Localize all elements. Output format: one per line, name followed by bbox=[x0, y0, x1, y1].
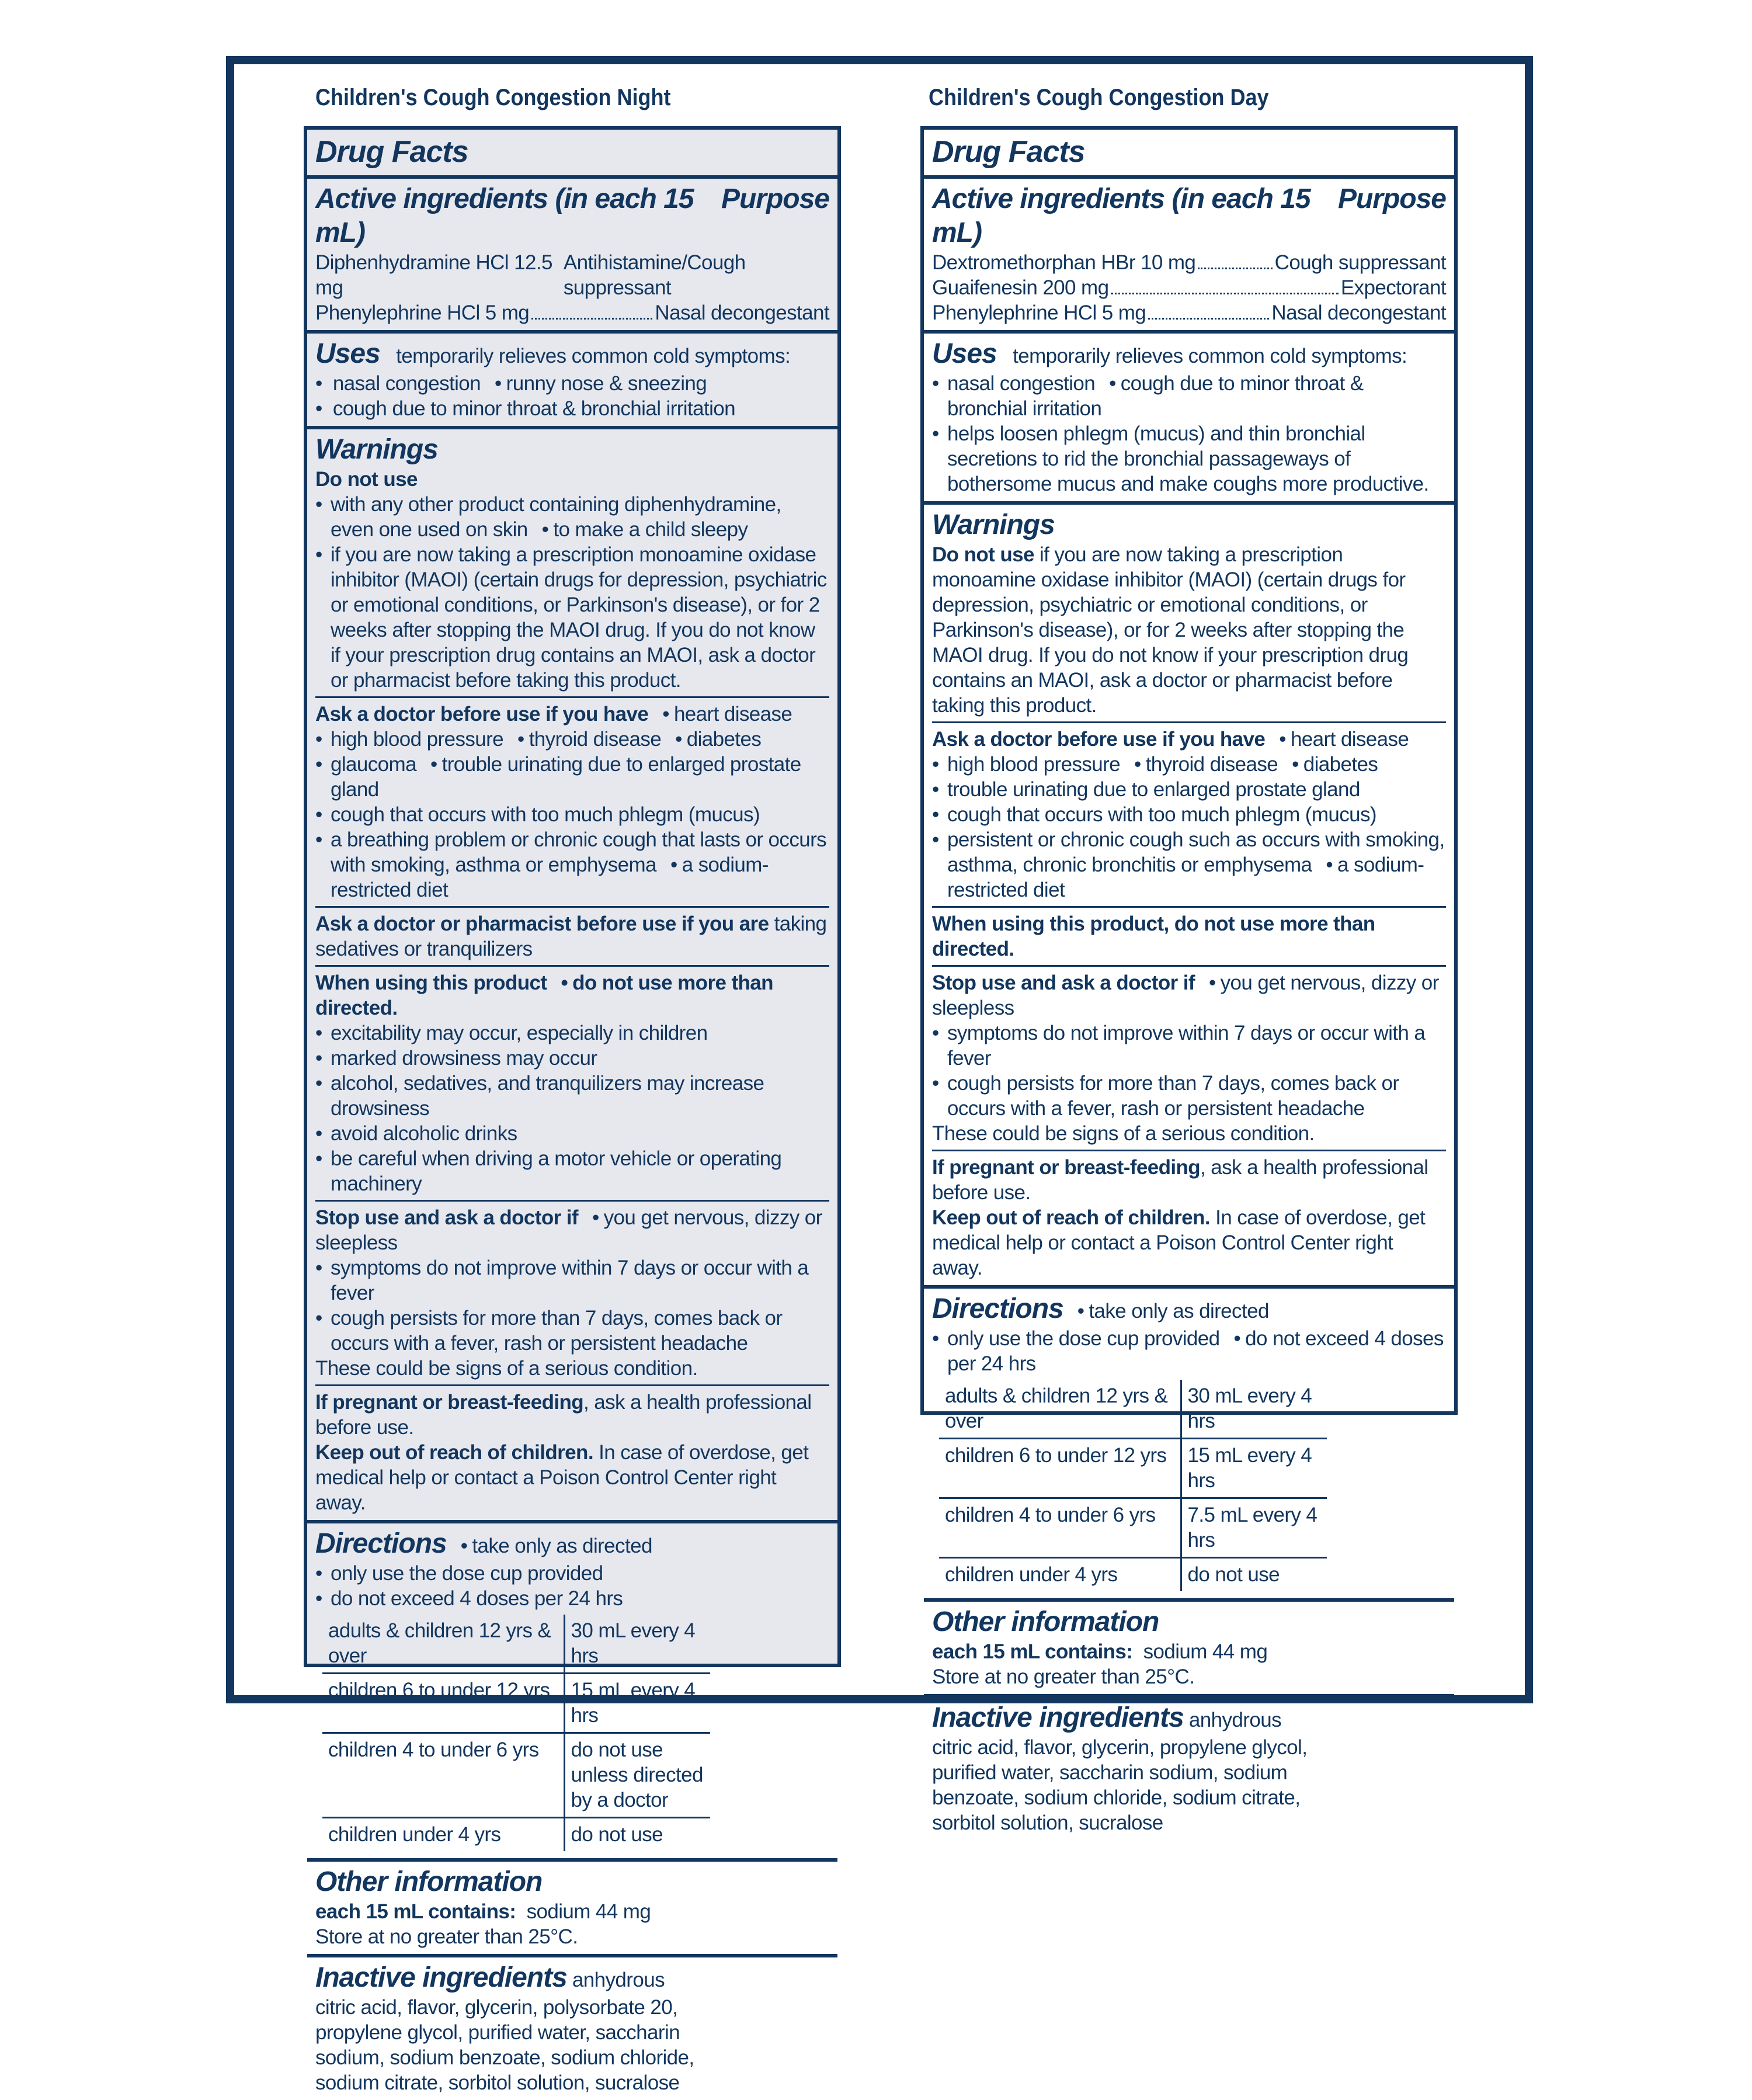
night-uses bbox=[307, 330, 837, 426]
ingredient-purpose: Nasal decongestant bbox=[655, 301, 829, 324]
day-other-information: Other information each 15 mL contains: sodium 44 mg Store at no greater than 25°C. bbox=[924, 1598, 1454, 1694]
purpose-heading: Purpose bbox=[1337, 183, 1446, 214]
uses-heading: Uses bbox=[932, 338, 997, 369]
day-uses: Uses temporarily relieves common cold symptoms: • nasal congestion • cough due to minor throat & bronchial irritation • helps loosen phlegm (mucus) and thin bronchial secretions to rid the bronchial passageways of bothersome mucus and make coughs more productive. bbox=[924, 330, 1454, 501]
night-warnings bbox=[307, 426, 837, 1520]
warning-item: • if you are now taking a prescription monoamine oxidase inhibitor (MAOI) (certain drugs for depression, psychiatric or emotional conditions, or Parkinson's disease), or for 2 weeks after stopping the MAOI drug. If you do not know if your prescription drug contains an MAOI, ask a doctor or pharmacist before taking this product. bbox=[315, 543, 827, 692]
ingredient-row: Phenylephrine HCl 5 mg Nasal decongestant bbox=[932, 301, 1446, 324]
table-row: children under 4 yrs do not use bbox=[322, 1818, 710, 1852]
when-using-section: When using this product • do not use more than directed. • excitability may occur, especially in children • marked drowsiness may occur • alcohol, sedatives, and tranquilizers may increase drowsiness • avoid alcoholic drinks • be careful when driving a motor vehicle or operating machinery bbox=[315, 965, 829, 1196]
ingredient-purpose: Antihistamine/Cough suppressant bbox=[563, 251, 746, 299]
directions-heading: Directions bbox=[932, 1293, 1063, 1324]
inactive-heading: Inactive ingredients bbox=[315, 1962, 567, 1993]
use-item: cough due to minor throat & bronchial irritation bbox=[332, 397, 735, 420]
night-product-title: Children's Cough Congestion Night bbox=[315, 85, 671, 110]
table-row: children 4 to under 6 yrs 7.5 mL every 4 hrs bbox=[939, 1498, 1327, 1558]
use-item: runny nose & sneezing bbox=[506, 372, 707, 395]
ask-pharmacist-section: Ask a doctor or pharmacist before use if you are taking sedatives or tranquilizers bbox=[315, 906, 829, 962]
table-row: children 6 to under 12 yrs 15 mL every 4 hrs bbox=[939, 1439, 1327, 1498]
purpose-heading: Purpose bbox=[721, 183, 829, 214]
stop-use-section: Stop use and ask a doctor if • you get nervous, dizzy or sleepless • symptoms do not improve within 7 days or occur with a fever • cough persists for more than 7 days, comes back or occurs with a fever, rash or persistent headache These could be signs of a serious condition. bbox=[932, 965, 1446, 1146]
day-drug-facts-header bbox=[924, 130, 1454, 175]
night-drug-facts-header bbox=[307, 130, 837, 175]
ingredient-row: Guaifenesin 200 mg Expectorant bbox=[932, 276, 1446, 299]
day-drug-facts-panel bbox=[920, 126, 1458, 1834]
table-row: adults & children 12 yrs & over 30 mL every 4 hrs bbox=[939, 1380, 1327, 1439]
ingredient-row bbox=[315, 300, 829, 325]
ask-doctor-section: Ask a doctor before use if you have • heart disease • high blood pressure • thyroid disease • diabetes • trouble urinating due to enlarged prostate gland • cough that occurs with too much phlegm (mucus) • persistent or chronic cough such as occurs with smoking, asthma, chronic bronchitis or emphysema • a sodium-restricted diet bbox=[932, 721, 1446, 903]
night-active-ingredients bbox=[307, 175, 837, 330]
day-inactive-ingredients: Inactive ingredients anhydrous citric acid, flavor, glycerin, propylene glycol, purified water, saccharin sodium, sodium benzoate, sodium chloride, sodium citrate, sorbitol solution, sucralose bbox=[924, 1694, 1454, 1840]
ingredient-name: Phenylephrine HCl 5 mg bbox=[315, 301, 530, 324]
when-using-section: When using this product, do not use more than directed. bbox=[932, 906, 1446, 962]
warnings-heading: Warnings bbox=[932, 509, 1055, 540]
uses-intro: temporarily relieves common cold symptoms: bbox=[396, 345, 791, 367]
dosage-table bbox=[322, 1615, 710, 1851]
table-row: adults & children 12 yrs & over 30 mL every 4 hrs bbox=[322, 1615, 710, 1674]
table-row: children 4 to under 6 yrs do not use unless directed by a doctor bbox=[322, 1733, 710, 1818]
day-active-ingredients bbox=[924, 175, 1454, 330]
ingredient-row: Dextromethorphan HBr 10 mg Cough suppressant bbox=[932, 251, 1446, 274]
active-heading: Active ingredients (in each 15 mL) bbox=[932, 183, 1310, 248]
ingredient-row bbox=[315, 250, 829, 300]
day-product-title: Children's Cough Congestion Day bbox=[929, 85, 1269, 110]
dosage-table bbox=[939, 1380, 1327, 1591]
uses-heading: Uses bbox=[315, 338, 380, 369]
pregnancy-keep-out-section: If pregnant or breast-feeding, ask a health professional before use. Keep out of reach of children. In case of overdose, get medical help or contact a Poison Control Center right away. bbox=[932, 1150, 1446, 1280]
night-drug-facts-panel bbox=[304, 126, 841, 2094]
table-row: children under 4 yrs do not use bbox=[939, 1558, 1327, 1592]
pregnancy-keep-out-section: If pregnant or breast-feeding, ask a health professional before use. Keep out of reach of children. In case of overdose, get medical help or contact a Poison Control Center right away. bbox=[315, 1384, 829, 1515]
use-item: nasal congestion bbox=[332, 372, 481, 395]
day-directions: Directions • take only as directed • only use the dose cup provided • do not exceed 4 doses per 24 hrs adults & children 12 yrs & over 30 mL every 4 hrs children 6 to under 12 yrs 15 mL every 4 hrs children 4 to under 6 yrs 7.5 mL every 4 hrs children under 4 yrs do not use bbox=[924, 1285, 1454, 1598]
directions-heading: Directions bbox=[315, 1528, 447, 1559]
inactive-heading: Inactive ingredients bbox=[932, 1702, 1184, 1733]
do-not-use-label: Do not use bbox=[315, 468, 418, 491]
night-other-information: Other information each 15 mL contains: sodium 44 mg Store at no greater than 25°C. bbox=[307, 1858, 837, 1954]
other-info-heading: Other information bbox=[932, 1606, 1159, 1637]
other-info-heading: Other information bbox=[315, 1866, 543, 1897]
ingredient-name: Diphenhydramine HCl 12.5 mg bbox=[315, 251, 552, 299]
night-inactive-ingredients: Inactive ingredients anhydrous citric acid, flavor, glycerin, polysorbate 20, propylene glycol, purified water, saccharin sodium, sodium benzoate, sodium chloride, sodium citrate, sorbitol solution, sucralose bbox=[307, 1954, 837, 2100]
uses-line: • cough due to minor throat & bronchial irritation bbox=[315, 397, 735, 420]
drug-facts-title: Drug Facts bbox=[315, 135, 468, 169]
warning-item: • with any other product containing diphenhydramine, even one used on skin • to make a child sleepy bbox=[315, 493, 781, 541]
stop-use-section: Stop use and ask a doctor if • you get nervous, dizzy or sleepless • symptoms do not improve within 7 days or occur with a fever • cough persists for more than 7 days, comes back or occurs with a fever, rash or persistent headache These could be signs of a serious condition. bbox=[315, 1200, 829, 1381]
warnings-heading: Warnings bbox=[315, 434, 438, 465]
night-directions: Directions • take only as directed • only use the dose cup provided • do not exceed 4 doses per 24 hrs adults & children 12 yrs & over 30 mL every 4 hrs children 6 to under 12 yrs 15 mL every 4 hrs children 4 to under 6 yrs do not use unless directed by a doctor children under 4 yrs do not use bbox=[307, 1520, 837, 1858]
uses-line: • nasal congestion • runny nose & sneezing bbox=[315, 372, 707, 395]
table-row: children 6 to under 12 yrs 15 mL every 4 hrs bbox=[322, 1674, 710, 1733]
active-heading: Active ingredients (in each 15 mL) bbox=[315, 183, 694, 248]
ask-doctor-section: Ask a doctor before use if you have • heart disease • high blood pressure • thyroid disease • diabetes • glaucoma • trouble urinating due to enlarged prostate gland • cough that occurs with too much phlegm (mucus) • a breathing problem or chronic cough that lasts or occurs with smoking, asthma or emphysema • a sodium-restricted diet bbox=[315, 696, 829, 903]
day-warnings: Warnings Do not use if you are now taking a prescription monoamine oxidase inhibitor (MAOI) (certain drugs for depression, psychiatric or emotional conditions, or Parkinson's disease), or for 2 weeks after stopping the MAOI drug. If you do not know if your prescription drug contains an MAOI, ask a doctor or pharmacist before taking this product. Ask a doctor before use if you have • heart disease • high blood pressure • thyroid disease • diabetes • trouble urinating due to enlarged prostate gland • cough that occurs with too much phlegm (mucus) • persistent or chronic cough such as occurs with smoking, asthma, chronic bronchitis or emphysema • a sodium-restricted diet When using this product, do not use more than directed. Stop use and ask a doctor if • you get nervous, dizzy or sleepless • symptoms do not improve within 7 days or occur with a fever • cough persists for more than 7 days, comes back or occurs with a fever, rash or persistent headache These could be signs of a serious condition. If pregnant or breast-feeding, ask a health professional before use. Keep out of reach of children. In case of overdose, get medical help or contact a Poison Control Center right away. bbox=[924, 501, 1454, 1285]
drug-facts-title: Drug Facts bbox=[932, 135, 1085, 169]
